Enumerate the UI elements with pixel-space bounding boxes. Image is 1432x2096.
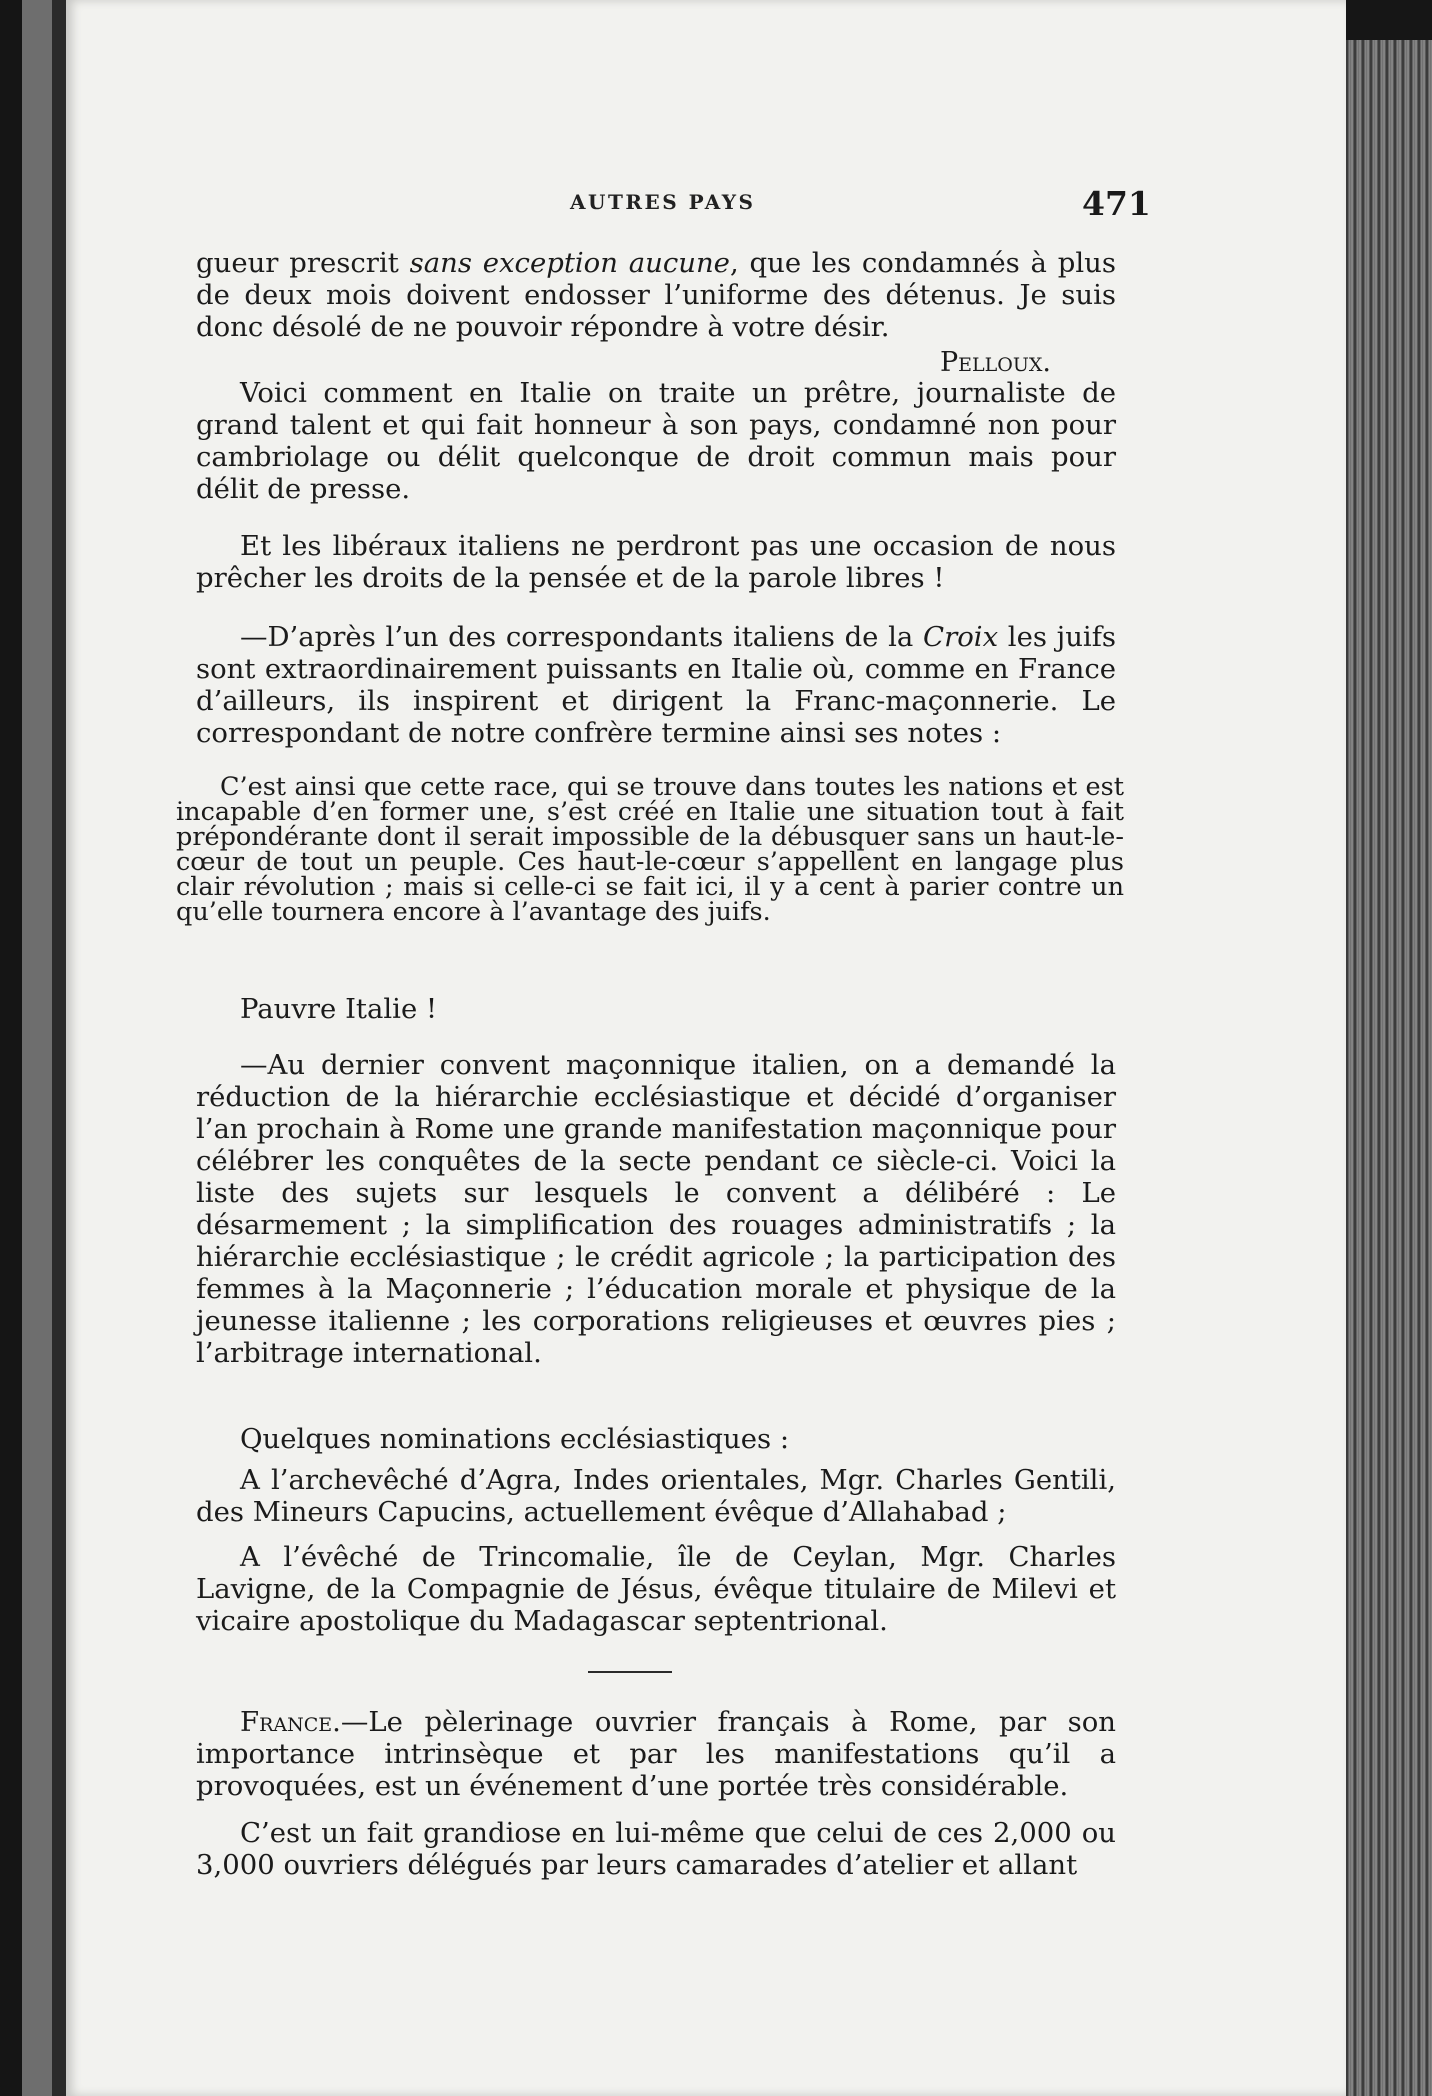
paragraph-7: Quelques nominations ecclésiastiques : <box>240 1423 790 1455</box>
paragraph-8: A l’archevêché d’Agra, Indes orientales, Mgr. Charles Gentili, des Mineurs Capucins, actuellement évêque d’Allahabad ; <box>196 1464 1116 1528</box>
left-page-edge <box>22 0 52 2096</box>
left-page-shadow <box>0 0 22 2096</box>
paragraph-9: A l’évêché de Trincomalie, île de Ceylan, Mgr. Charles Lavigne, de la Compagnie de Jésus, évêque titulaire de Milevi et vicaire apostolique du Madagascar septentrional. <box>196 1541 1116 1637</box>
paragraph-1 <box>196 247 1116 343</box>
signature-pelloux: Pelloux. <box>940 347 1051 378</box>
paragraph-1-end: , que les condamnés à plus de deux mois doivent endosser l’uniforme des détenus. Je suis donc désolé de ne pouvoir répondre à votre désir. <box>196 247 1116 343</box>
section-label-france: France. <box>240 1706 341 1738</box>
paragraph-5: Pauvre Italie ! <box>240 993 438 1025</box>
emphasis-sans-exception: sans exception aucune <box>409 247 730 279</box>
paragraph-10-text: —Le pèlerinage ouvrier français à Rome, par son importance intrinsèque et par les manifestations qu’il a provoquées, est un événement d’une portée très considérable. <box>196 1706 1116 1802</box>
paragraph-11: C’est un fait grandiose en lui-même que celui de ces 2,000 ou 3,000 ouvriers délégués par leurs camarades d’atelier et allant <box>196 1817 1116 1881</box>
paragraph-4-start: —D’après l’un des correspondants italiens de la <box>240 621 924 653</box>
emphasis-croix: Croix <box>923 621 999 653</box>
paragraph-3: Et les libéraux italiens ne perdront pas une occasion de nous prêcher les droits de la pensée et de la parole libres ! <box>196 530 1116 594</box>
paragraph-1-start: gueur prescrit <box>196 247 410 279</box>
page-number: 471 <box>1082 184 1151 223</box>
top-right-shadow <box>1340 0 1432 40</box>
page-fore-edge <box>1346 40 1432 2096</box>
running-head: AUTRES PAYS <box>570 190 756 214</box>
paragraph-4-end: les juifs sont extraordinairement puissants en Italie où, comme en France d’ailleurs, ils inspirent et dirigent la Franc-maçonnerie. Le correspondant de notre confrère termine ainsi ses notes : <box>196 621 1116 749</box>
paragraph-10 <box>196 1706 1116 1802</box>
book-spine <box>52 0 66 2096</box>
section-divider <box>588 1671 672 1673</box>
block-quote: C’est ainsi que cette race, qui se trouve dans toutes les nations et est incapable d’en former une, s’est créé en Italie une situation tout à fait prépondérante dont il serait impossible de la débusquer sans un haut-le-cœur de tout un peuple. Ces haut-le-cœur s’appellent en langage plus clair révolution ; mais si celle-ci se fait ici, il y a cent à parier contre un qu’elle tournera encore à l’avantage des juifs. <box>176 772 1124 927</box>
paragraph-2: Voici comment en Italie on traite un prêtre, journaliste de grand talent et qui fait honneur à son pays, condamné non pour cambriolage ou délit quelconque de droit commun mais pour délit de presse. <box>196 377 1116 505</box>
paragraph-4 <box>196 621 1116 749</box>
paragraph-6: —Au dernier convent maçonnique italien, on a demandé la réduction de la hiérarchie ecclésiastique et décidé d’organiser l’an prochain à Rome une grande manifestation maçonnique pour célébrer les conquêtes de la secte pendant ce siècle-ci. Voici la liste des sujets sur lesquels le convent a délibéré : Le désarmement ; la simplification des rouages administratifs ; la hiérarchie ecclésiastique ; le crédit agricole ; la participation des femmes à la Maçonnerie ; l’éducation morale et physique de la jeunesse italienne ; les corporations religieuses et œuvres pies ; l’arbitrage international. <box>196 1049 1116 1369</box>
